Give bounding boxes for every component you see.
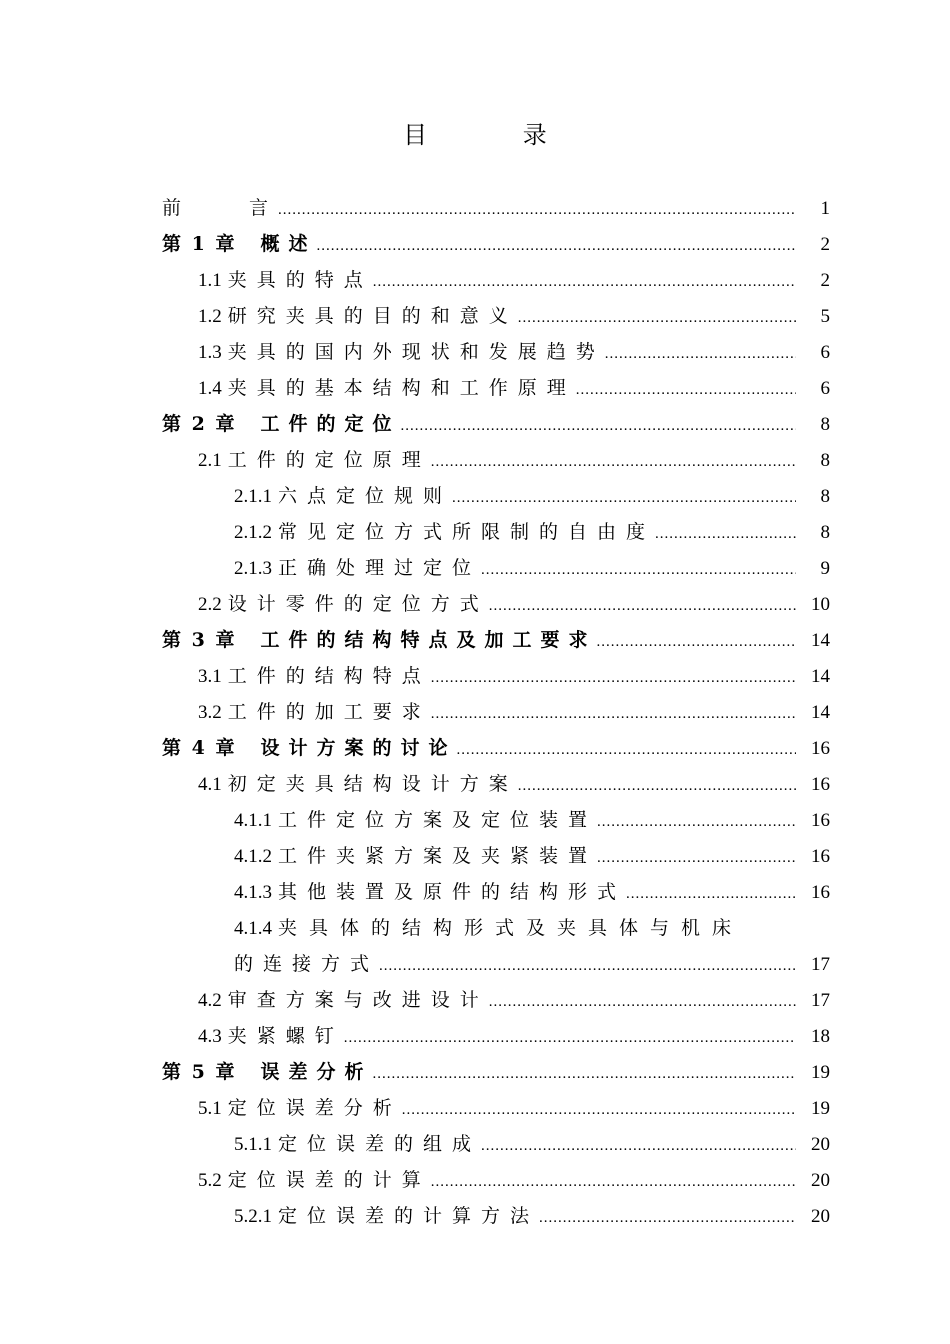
- toc-dot-leader: [489, 984, 796, 1020]
- toc-page-number: 8: [820, 486, 830, 507]
- toc-page-number: 16: [811, 882, 830, 903]
- toc-title: 夹具的基本结构和工作原理: [227, 377, 576, 399]
- toc-section-number: 3.2: [198, 702, 222, 723]
- toc-page-number: 8: [820, 414, 830, 435]
- toc-section-number: 5.1: [198, 1098, 222, 1119]
- toc-entry[interactable]: [162, 874, 830, 910]
- toc-dot-leader: [539, 1200, 796, 1236]
- toc-title: 定位误差的计算方法: [278, 1205, 540, 1227]
- toc-entry[interactable]: [162, 802, 830, 838]
- toc-section-number: 4.2: [198, 990, 222, 1011]
- toc-entry[interactable]: [162, 1090, 830, 1126]
- toc-page-number: 8: [820, 450, 830, 471]
- toc-section-number: 5.2: [198, 1170, 222, 1191]
- toc-entry[interactable]: [162, 298, 830, 334]
- toc-dot-leader: [373, 264, 796, 300]
- toc-entry[interactable]: [162, 622, 830, 658]
- toc-dot-leader: [481, 552, 796, 588]
- toc-entry[interactable]: [162, 478, 830, 514]
- toc-entry[interactable]: [162, 190, 830, 226]
- toc-page-number: 20: [811, 1206, 830, 1227]
- toc-dot-leader: [481, 1128, 796, 1164]
- toc-dot-leader: [596, 624, 796, 660]
- toc-page-number: 18: [811, 1026, 830, 1047]
- toc-entry[interactable]: [162, 1198, 830, 1234]
- toc-dot-leader: [626, 876, 796, 912]
- toc-title: 工件夹紧方案及夹紧装置: [278, 845, 598, 867]
- toc-page-number: 2: [820, 270, 830, 291]
- toc-dot-leader: [605, 336, 796, 372]
- toc-entry[interactable]: [162, 1162, 830, 1198]
- toc-title: 夹具体的结构形式及夹具体与机床: [278, 917, 744, 939]
- toc-page-number: 14: [811, 666, 830, 687]
- toc-section-number: 3.1: [198, 666, 222, 687]
- toc-entry[interactable]: [162, 838, 830, 874]
- toc-entry[interactable]: [162, 514, 830, 550]
- toc-page-number: 6: [820, 342, 830, 363]
- toc-title: 误差分析: [260, 1061, 373, 1083]
- toc-title: 正确处理过定位: [278, 557, 482, 579]
- toc-title: 工件的加工要求: [227, 701, 431, 723]
- toc-title: 工件定位方案及定位装置: [278, 809, 598, 831]
- toc-entry[interactable]: [162, 730, 830, 766]
- toc-title: 研究夹具的目的和意义: [227, 305, 518, 327]
- toc-section-number: 5.2.1: [234, 1206, 272, 1227]
- toc-entry[interactable]: [162, 658, 830, 694]
- toc-entry[interactable]: [162, 946, 830, 982]
- toc-title: 夹紧螺钉: [227, 1025, 344, 1047]
- toc-dot-leader: [431, 696, 796, 732]
- toc-section-number: 4.3: [198, 1026, 222, 1047]
- toc-entry[interactable]: [162, 334, 830, 370]
- toc-page-number: 9: [820, 558, 830, 579]
- toc-page-number: 5: [820, 306, 830, 327]
- toc-page-number: 17: [811, 954, 830, 975]
- toc-chapter-label: 第 4 章: [162, 737, 237, 759]
- toc-title: 的连接方式: [234, 953, 380, 975]
- toc-page-number: 16: [811, 774, 830, 795]
- toc-entry[interactable]: [162, 226, 830, 262]
- toc-section-number: 4.1.1: [234, 810, 272, 831]
- toc-page-number: 17: [811, 990, 830, 1011]
- toc-dot-leader: [518, 768, 796, 804]
- toc-section-number: 2.1.3: [234, 558, 272, 579]
- toc-section-number: 1.2: [198, 306, 222, 327]
- toc-page-number: 16: [811, 846, 830, 867]
- toc-title: 审查方案与改进设计: [227, 989, 489, 1011]
- toc-entry[interactable]: [162, 1126, 830, 1162]
- toc-title: 前 言: [162, 197, 279, 219]
- toc-title: 设计方案的讨论: [260, 737, 457, 759]
- toc-dot-leader: [452, 480, 796, 516]
- toc-entry[interactable]: [162, 406, 830, 442]
- toc-chapter-label: 第 1 章: [162, 233, 237, 255]
- toc-dot-leader: [597, 804, 796, 840]
- table-of-contents: [162, 190, 830, 1234]
- toc-chapter-label: 第 3 章: [162, 629, 237, 651]
- toc-section-number: 4.1: [198, 774, 222, 795]
- toc-entry[interactable]: [162, 1018, 830, 1054]
- toc-dot-leader: [372, 1056, 796, 1092]
- toc-title: 六点定位规则: [278, 485, 453, 507]
- toc-section-number: 5.1.1: [234, 1134, 272, 1155]
- toc-dot-leader: [655, 516, 796, 552]
- toc-page-number: 8: [820, 522, 830, 543]
- toc-dot-leader: [344, 1020, 796, 1056]
- toc-dot-leader: [402, 1092, 796, 1128]
- toc-page-number: 10: [811, 594, 830, 615]
- toc-entry[interactable]: [162, 982, 830, 1018]
- toc-page-number: 14: [811, 702, 830, 723]
- toc-title: 工件的结构特点: [227, 665, 431, 687]
- toc-title: 工件的结构特点及加工要求: [260, 629, 597, 651]
- toc-page-number: 2: [820, 234, 830, 255]
- toc-title: 工件的定位原理: [227, 449, 431, 471]
- toc-title: 夹具的国内外现状和发展趋势: [227, 341, 605, 363]
- toc-dot-leader: [278, 192, 796, 228]
- toc-entry[interactable]: [162, 550, 830, 586]
- toc-entry[interactable]: [162, 694, 830, 730]
- toc-dot-leader: [456, 732, 796, 768]
- toc-title: 设计零件的定位方式: [227, 593, 489, 615]
- toc-dot-leader: [597, 840, 796, 876]
- toc-entry[interactable]: [162, 586, 830, 622]
- toc-section-number: 1.1: [198, 270, 222, 291]
- toc-section-number: 2.1.2: [234, 522, 272, 543]
- toc-section-number: 4.1.3: [234, 882, 272, 903]
- toc-dot-leader: [379, 948, 796, 984]
- toc-dot-leader: [489, 588, 796, 624]
- toc-page-number: 16: [811, 810, 830, 831]
- toc-entry[interactable]: [162, 370, 830, 406]
- toc-dot-leader: [431, 660, 796, 696]
- toc-title: 初定夹具结构设计方案: [227, 773, 518, 795]
- toc-title: 定位误差的组成: [278, 1133, 482, 1155]
- toc-title: 定位误差的计算: [227, 1169, 431, 1191]
- toc-page-number: 19: [811, 1062, 830, 1083]
- toc-dot-leader: [518, 300, 796, 336]
- toc-page-number: 20: [811, 1134, 830, 1155]
- toc-title: 常见定位方式所限制的自由度: [278, 521, 656, 543]
- toc-page-number: 14: [811, 630, 830, 651]
- toc-dot-leader: [576, 372, 796, 408]
- toc-page-number: 6: [820, 378, 830, 399]
- toc-title: 夹具的特点: [227, 269, 373, 291]
- toc-title: 工件的定位: [260, 413, 401, 435]
- page-title: 目 录: [403, 121, 591, 149]
- toc-section-number: 2.1: [198, 450, 222, 471]
- toc-dot-leader: [400, 408, 796, 444]
- toc-title: 概述: [260, 233, 317, 255]
- toc-title: 定位误差分析: [227, 1097, 402, 1119]
- toc-dot-leader: [431, 1164, 796, 1200]
- toc-chapter-label: 第 5 章: [162, 1061, 237, 1083]
- toc-dot-leader: [431, 444, 796, 480]
- toc-dot-leader: [316, 228, 796, 264]
- toc-entry[interactable]: [162, 262, 830, 298]
- toc-page-number: 20: [811, 1170, 830, 1191]
- toc-section-number: 2.2: [198, 594, 222, 615]
- toc-chapter-label: 第 2 章: [162, 413, 237, 435]
- toc-entry[interactable]: [162, 1054, 830, 1090]
- toc-page-number: 16: [811, 738, 830, 759]
- toc-section-number: 1.3: [198, 342, 222, 363]
- toc-entry[interactable]: [162, 910, 830, 946]
- toc-section-number: 2.1.1: [234, 486, 272, 507]
- toc-page-number: 19: [811, 1098, 830, 1119]
- toc-section-number: 4.1.2: [234, 846, 272, 867]
- toc-section-number: 1.4: [198, 378, 222, 399]
- toc-title: 其他装置及原件的结构形式: [278, 881, 627, 903]
- toc-entry[interactable]: [162, 766, 830, 802]
- toc-entry[interactable]: [162, 442, 830, 478]
- toc-section-number: 4.1.4: [234, 918, 272, 939]
- toc-page-number: 1: [820, 198, 830, 219]
